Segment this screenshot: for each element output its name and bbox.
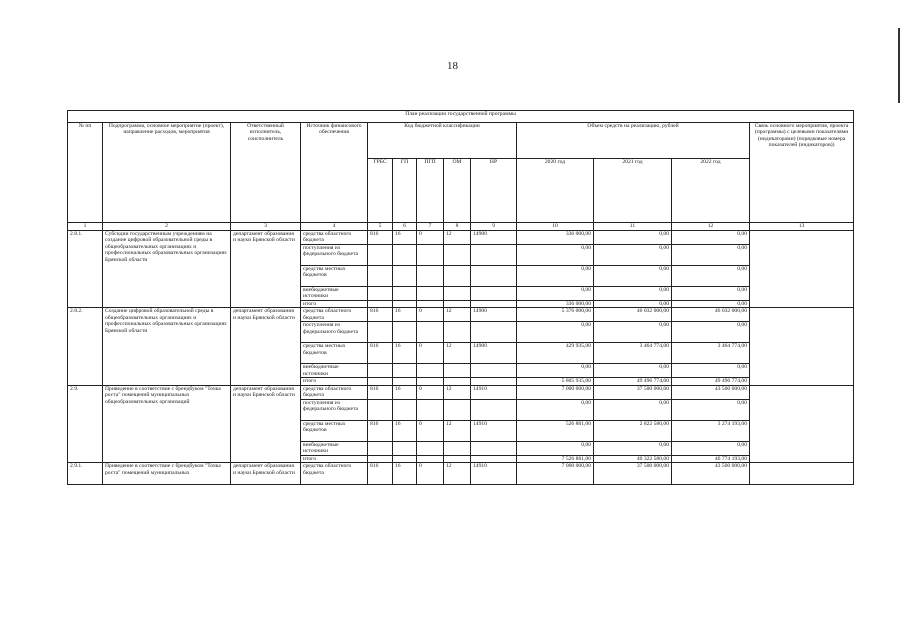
code-grbs: 816: [368, 385, 393, 399]
code-np: 14900: [471, 308, 517, 322]
code-pgp: [417, 378, 444, 385]
row-source: средства областного бюджета: [301, 231, 368, 245]
code-gp: [393, 322, 417, 343]
code-grbs: 816: [368, 420, 393, 441]
code-np: [471, 322, 517, 343]
amount-y2020: 0,00: [517, 364, 594, 378]
amount-y2021: 0,00: [594, 231, 672, 245]
amount-y2020: 336 000,00: [517, 301, 594, 308]
code-pgp: [417, 399, 444, 420]
code-gp: 16: [393, 385, 417, 399]
code-np: 14910: [471, 385, 517, 399]
header-gp: ГП: [393, 159, 417, 223]
amount-y2020: 429 935,00: [517, 343, 594, 364]
row-num: 2.9.: [68, 385, 103, 462]
table-row: [68, 308, 854, 322]
amount-y2022: 0,00: [672, 364, 750, 378]
header-2021: 2021 год: [594, 159, 672, 223]
code-pgp: [417, 322, 444, 343]
code-np: 14910: [471, 420, 517, 441]
code-np: [471, 301, 517, 308]
row-source: средства местных бюджетов: [301, 343, 368, 364]
amount-y2022: 0,00: [672, 399, 750, 420]
column-number: 9: [471, 223, 517, 231]
page-number: 18: [447, 60, 458, 72]
row-num: 2.8.2.: [68, 308, 103, 385]
amount-y2022: 46 774 193,00: [672, 455, 750, 462]
row-link: [750, 463, 854, 485]
amount-y2021: 37 500 000,00: [594, 385, 672, 399]
amount-y2020: 0,00: [517, 245, 594, 266]
header-num: № пп: [68, 123, 103, 223]
code-pgp: [417, 287, 444, 301]
code-gp: [393, 364, 417, 378]
table-row: [68, 231, 854, 245]
amount-y2020: 526 881,00: [517, 420, 594, 441]
header-np: НР: [471, 159, 517, 223]
code-pgp: 0: [417, 308, 444, 322]
column-number: 10: [517, 223, 594, 231]
column-number: 13: [750, 223, 854, 231]
amount-y2020: 0,00: [517, 441, 594, 455]
amount-y2021: 0,00: [594, 441, 672, 455]
header-2022: 2022 год: [672, 159, 750, 223]
code-grbs: [368, 378, 393, 385]
code-om: 12: [444, 385, 471, 399]
code-om: [444, 455, 471, 462]
header-source: Источник финансового обеспечения: [301, 123, 368, 223]
code-om: [444, 266, 471, 287]
code-grbs: [368, 301, 393, 308]
code-pgp: 0: [417, 231, 444, 245]
amount-y2022: 43 500 000,00: [672, 463, 750, 485]
column-number: 8: [444, 223, 471, 231]
row-name: Субсидии государственным учреждениям на создание цифровой образовательной среды в общеобразовательных организациях и профессиональных образовательных организациях Брянской области: [103, 231, 231, 308]
code-np: 14900: [471, 343, 517, 364]
code-pgp: [417, 301, 444, 308]
row-link: [750, 385, 854, 462]
code-grbs: [368, 266, 393, 287]
row-source: итого: [301, 378, 368, 385]
amount-y2022: 0,00: [672, 301, 750, 308]
row-source: поступления из федерального бюджета: [301, 245, 368, 266]
code-grbs: [368, 441, 393, 455]
code-np: [471, 399, 517, 420]
code-om: [444, 399, 471, 420]
code-gp: 16: [393, 308, 417, 322]
amount-y2021: 3 464 774,00: [594, 343, 672, 364]
code-pgp: 0: [417, 463, 444, 485]
code-pgp: 0: [417, 385, 444, 399]
row-source: поступления из федерального бюджета: [301, 322, 368, 343]
code-grbs: [368, 364, 393, 378]
amount-y2021: 0,00: [594, 322, 672, 343]
column-number: 6: [393, 223, 417, 231]
row-source: средства областного бюджета: [301, 308, 368, 322]
code-om: [444, 287, 471, 301]
amount-y2020: 5 376 000,00: [517, 308, 594, 322]
amount-y2022: 0,00: [672, 266, 750, 287]
amount-y2021: 0,00: [594, 364, 672, 378]
code-gp: 16: [393, 231, 417, 245]
amount-y2022: 0,00: [672, 245, 750, 266]
code-om: [444, 441, 471, 455]
header-om: ОМ: [444, 159, 471, 223]
amount-y2020: 7 000 000,00: [517, 385, 594, 399]
table-row: [68, 463, 854, 485]
column-number: 2: [103, 223, 231, 231]
row-name: Приведение в соответствие с брендбуком "Точка роста" помещений муниципальных общеобразовательных организаций: [103, 385, 231, 462]
column-number: 11: [594, 223, 672, 231]
code-np: [471, 441, 517, 455]
amount-y2020: 336 000,00: [517, 231, 594, 245]
column-number: 3: [231, 223, 301, 231]
row-source: итого: [301, 301, 368, 308]
row-source: внебюджетные источники: [301, 441, 368, 455]
code-pgp: 0: [417, 343, 444, 364]
amount-y2020: 7 526 881,00: [517, 455, 594, 462]
code-grbs: [368, 287, 393, 301]
amount-y2020: 0,00: [517, 322, 594, 343]
row-source: средства областного бюджета: [301, 385, 368, 399]
code-gp: [393, 266, 417, 287]
amount-y2021: 0,00: [594, 245, 672, 266]
code-grbs: 816: [368, 231, 393, 245]
row-source: внебюджетные источники: [301, 287, 368, 301]
code-gp: [393, 245, 417, 266]
code-pgp: 0: [417, 420, 444, 441]
code-pgp: [417, 245, 444, 266]
row-link: [750, 308, 854, 385]
row-num: 2.8.1.: [68, 231, 103, 308]
code-grbs: [368, 455, 393, 462]
row-name: Создание цифровой образовательной среды в общеобразовательных организациях и профессиональных образовательных организациях Брянской области: [103, 308, 231, 385]
code-np: [471, 364, 517, 378]
scan-edge-line: [898, 28, 900, 103]
amount-y2021: 2 822 580,00: [594, 420, 672, 441]
code-np: [471, 378, 517, 385]
row-source: средства местных бюджетов: [301, 266, 368, 287]
code-om: [444, 364, 471, 378]
amount-y2021: 37 500 000,00: [594, 463, 672, 485]
code-gp: [393, 287, 417, 301]
amount-y2021: 40 322 580,00: [594, 455, 672, 462]
amount-y2020: 5 805 935,00: [517, 378, 594, 385]
code-gp: 16: [393, 420, 417, 441]
amount-y2020: 0,00: [517, 399, 594, 420]
amount-y2022: 3 274 193,00: [672, 420, 750, 441]
column-number: 4: [301, 223, 368, 231]
row-source: итого: [301, 455, 368, 462]
code-grbs: 816: [368, 308, 393, 322]
row-link: [750, 231, 854, 308]
code-np: 14910: [471, 463, 517, 485]
plan-table: [67, 110, 854, 485]
code-om: 12: [444, 231, 471, 245]
amount-y2021: 0,00: [594, 266, 672, 287]
row-executor: департамент образования и науки Брянской области: [231, 308, 301, 385]
amount-y2022: 0,00: [672, 231, 750, 245]
code-np: 14900: [471, 231, 517, 245]
header-budget-code: Код бюджетной классификации: [368, 123, 517, 159]
code-grbs: [368, 245, 393, 266]
code-om: 12: [444, 343, 471, 364]
header-name: Подпрограмма, основное мероприятие (проект), направление расходов, мероприятия: [103, 123, 231, 223]
code-gp: 16: [393, 463, 417, 485]
amount-y2020: 0,00: [517, 266, 594, 287]
code-pgp: [417, 455, 444, 462]
row-source: внебюджетные источники: [301, 364, 368, 378]
table-title: План реализации государственной программы: [68, 111, 854, 123]
column-number: 5: [368, 223, 393, 231]
code-gp: [393, 455, 417, 462]
amount-y2020: 7 000 000,00: [517, 463, 594, 485]
table-row: [68, 385, 854, 399]
column-number: 12: [672, 223, 750, 231]
amount-y2022: 43 500 000,00: [672, 385, 750, 399]
amount-y2022: 46 032 000,00: [672, 308, 750, 322]
code-om: [444, 378, 471, 385]
code-np: [471, 245, 517, 266]
amount-y2021: 46 032 000,00: [594, 308, 672, 322]
column-number: 1: [68, 223, 103, 231]
row-executor: департамент образования и науки Брянской области: [231, 463, 301, 485]
code-pgp: [417, 364, 444, 378]
row-executor: департамент образования и науки Брянской области: [231, 231, 301, 308]
code-pgp: [417, 441, 444, 455]
row-source: поступления из федерального бюджета: [301, 399, 368, 420]
column-number-row: [68, 223, 854, 231]
code-np: [471, 266, 517, 287]
code-grbs: [368, 322, 393, 343]
amount-y2020: 0,00: [517, 287, 594, 301]
amount-y2022: 49 496 774,00: [672, 378, 750, 385]
code-om: [444, 245, 471, 266]
header-pgp: ПГП: [417, 159, 444, 223]
code-gp: [393, 301, 417, 308]
column-number: 7: [417, 223, 444, 231]
code-grbs: 816: [368, 463, 393, 485]
code-om: [444, 322, 471, 343]
amount-y2022: 3 464 774,00: [672, 343, 750, 364]
code-gp: [393, 441, 417, 455]
amount-y2022: 0,00: [672, 322, 750, 343]
row-source: средства областного бюджета: [301, 463, 368, 485]
code-gp: 16: [393, 343, 417, 364]
code-om: 12: [444, 463, 471, 485]
code-grbs: 816: [368, 343, 393, 364]
header-link: Связь основного мероприятия, проекта (программы) с целевыми показателями (индикаторами) (порядковые номера показателей (индикаторов)): [750, 123, 854, 223]
header-grbs: ГРБС: [368, 159, 393, 223]
amount-y2021: 0,00: [594, 287, 672, 301]
code-np: [471, 455, 517, 462]
code-gp: [393, 378, 417, 385]
header-volume: Объем средств на реализацию, рублей: [517, 123, 750, 159]
code-om: 12: [444, 420, 471, 441]
header-executor: Ответственный исполнитель, соисполнитель: [231, 123, 301, 223]
header-2020: 2020 год: [517, 159, 594, 223]
code-pgp: [417, 266, 444, 287]
amount-y2022: 0,00: [672, 287, 750, 301]
code-grbs: [368, 399, 393, 420]
code-np: [471, 287, 517, 301]
row-executor: департамент образования и науки Брянской области: [231, 385, 301, 462]
row-name: Приведение в соответствие с брендбуком "Точка роста" помещений муниципальных: [103, 463, 231, 485]
amount-y2021: 0,00: [594, 301, 672, 308]
code-gp: [393, 399, 417, 420]
row-num: 2.9.1.: [68, 463, 103, 485]
row-source: средства местных бюджетов: [301, 420, 368, 441]
amount-y2021: 49 496 774,00: [594, 378, 672, 385]
amount-y2021: 0,00: [594, 399, 672, 420]
code-om: 12: [444, 308, 471, 322]
amount-y2022: 0,00: [672, 441, 750, 455]
code-om: [444, 301, 471, 308]
